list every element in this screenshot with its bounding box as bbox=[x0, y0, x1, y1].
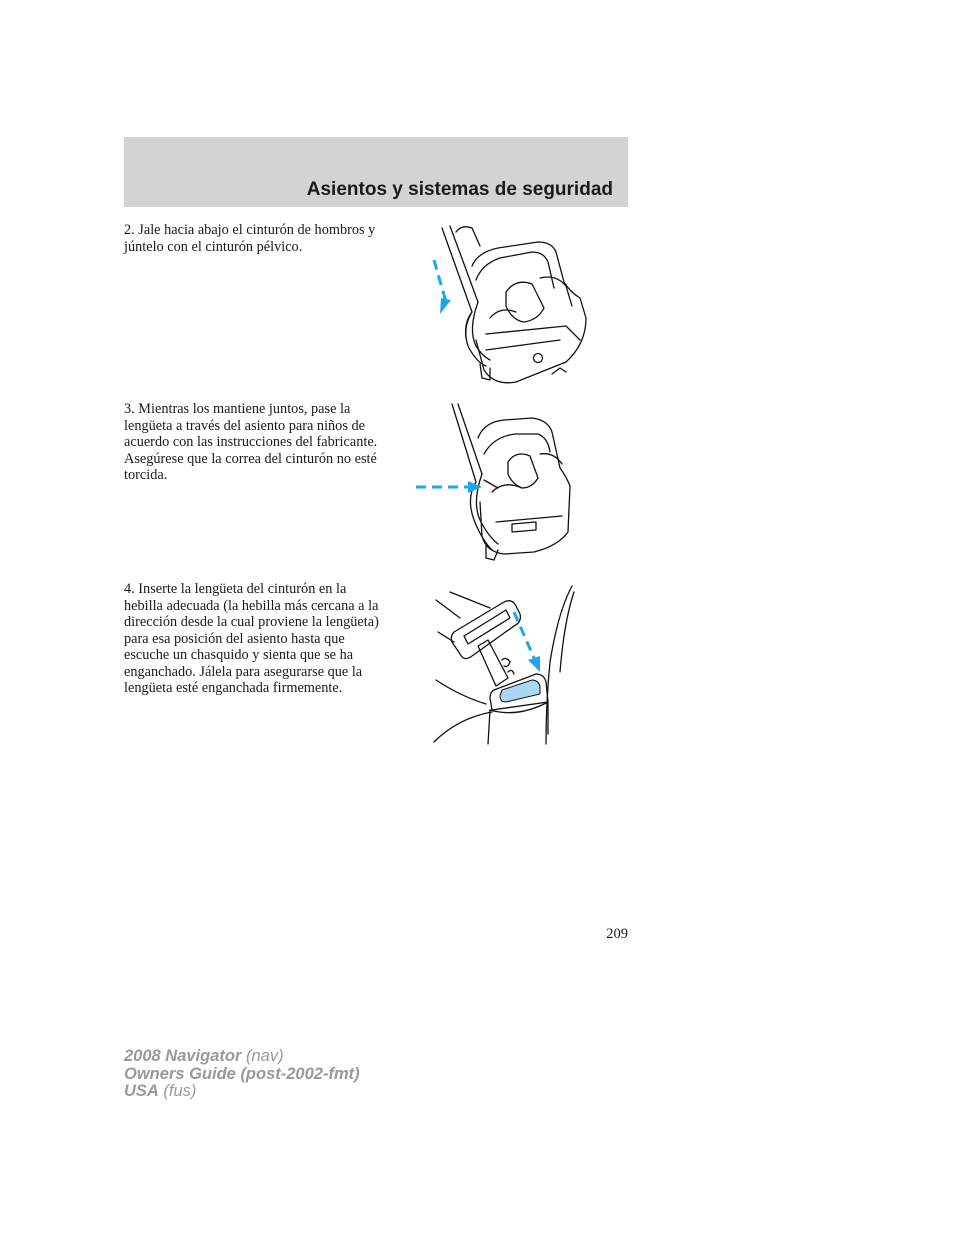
footer-model: 2008 Navigator bbox=[124, 1047, 242, 1065]
section-header bbox=[124, 137, 628, 207]
document-footer bbox=[124, 1048, 360, 1101]
step-2-text: 2. Jale hacia abajo el cinturón de hombros y júntelo con el cinturón pélvico. bbox=[124, 222, 376, 255]
illustration-insert-tongue-buckle bbox=[430, 582, 580, 748]
footer-line-region bbox=[124, 1083, 360, 1101]
step-4-text: 4. Inserte la lengüeta del cinturón en la hebilla adecuada (la hebilla más cercana a la dirección desde la cual proviene la lengüeta) para esa posición del asiento hasta que escuche un chasquido y sienta que se ha enganchado. Jálela para asegurarse que la lengüeta esté enganchada firmemente. bbox=[124, 581, 379, 696]
footer-model-code: (nav) bbox=[241, 1047, 284, 1065]
illustration-route-belt-through-seat bbox=[412, 402, 584, 568]
footer-guide: Owners Guide (post-2002-fmt) bbox=[124, 1064, 360, 1083]
page-number: 209 bbox=[606, 926, 628, 942]
illustration-pull-belt-down bbox=[420, 222, 600, 392]
section-title: Asientos y sistemas de seguridad bbox=[306, 179, 613, 200]
footer-line-model bbox=[124, 1048, 360, 1066]
footer-region: USA bbox=[124, 1082, 159, 1100]
step-3-text: 3. Mientras los mantiene juntos, pase la lengüeta a través del asiento para niños de acuerdo con las instrucciones del fabricante. Asegúrese que la correa del cinturón no esté torcida. bbox=[124, 401, 378, 483]
footer-line-guide bbox=[124, 1066, 360, 1084]
footer-region-code: (fus) bbox=[158, 1082, 197, 1100]
